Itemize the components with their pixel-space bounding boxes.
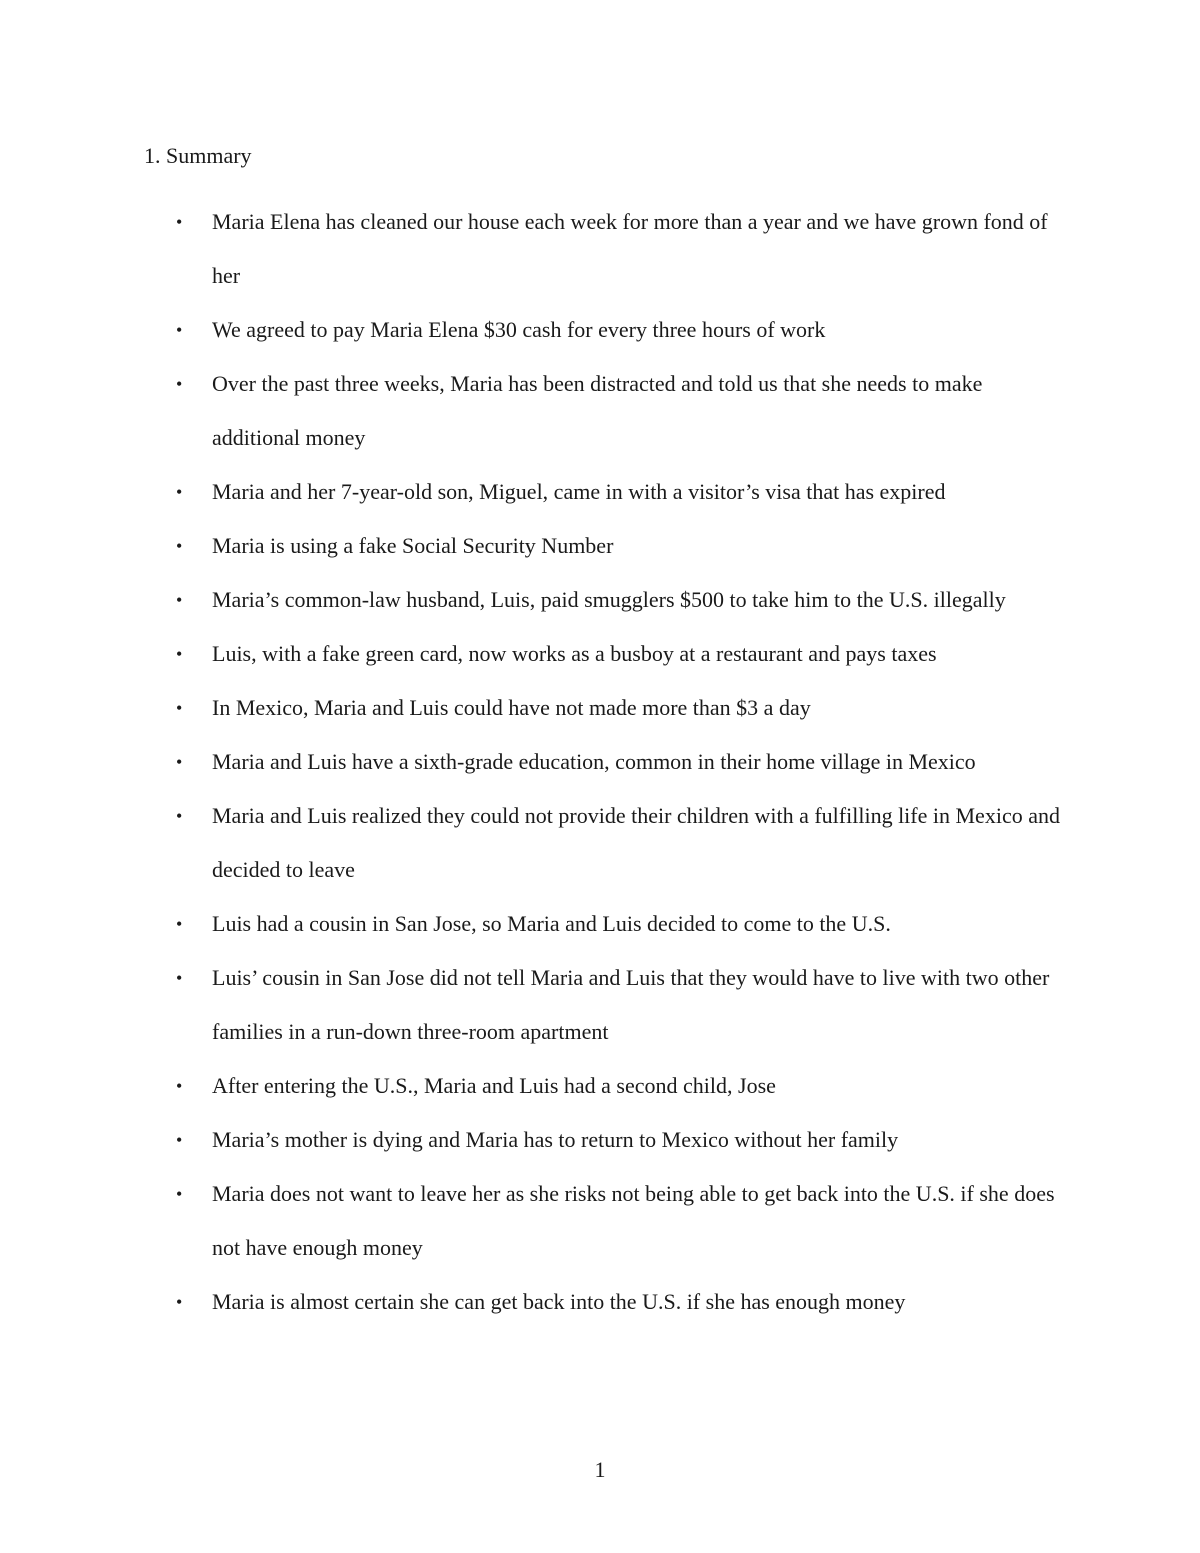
bullet-icon: • [176, 752, 183, 772]
list-item [0, 195, 1062, 303]
bullet-icon: • [176, 968, 183, 988]
bullet-icon: • [176, 914, 183, 934]
list-item-text: Maria and Luis have a sixth-grade education, common in their home village in Mexico [212, 749, 976, 774]
bullet-icon: • [176, 536, 183, 556]
list-item [0, 789, 1062, 897]
list-item [0, 1275, 1062, 1329]
list-item-text: In Mexico, Maria and Luis could have not made more than $3 a day [212, 695, 811, 720]
bullet-icon: • [176, 320, 183, 340]
list-item-text: Maria and her 7-year-old son, Miguel, came in with a visitor’s visa that has expired [212, 479, 946, 504]
bullet-icon: • [176, 806, 183, 826]
list-item [0, 1113, 1062, 1167]
bullet-icon: • [176, 212, 183, 232]
list-item-text: Luis had a cousin in San Jose, so Maria and Luis decided to come to the U.S. [212, 911, 891, 936]
list-item-text: After entering the U.S., Maria and Luis had a second child, Jose [212, 1073, 776, 1098]
section-heading: 1. Summary [144, 143, 252, 168]
page-number: 1 [594, 1457, 606, 1482]
list-item [0, 1167, 1062, 1275]
list-item [0, 897, 1062, 951]
list-item-text: Maria and Luis realized they could not provide their children with a fulfilling life in Mexico and decided to leave [212, 803, 1060, 882]
list-item [0, 681, 1062, 735]
bullet-icon: • [176, 644, 183, 664]
bullet-icon: • [176, 1076, 183, 1096]
bullet-icon: • [176, 1130, 183, 1150]
list-item-text: Maria’s mother is dying and Maria has to return to Mexico without her family [212, 1127, 899, 1152]
list-item-text: Maria’s common-law husband, Luis, paid smugglers $500 to take him to the U.S. illegally [212, 587, 1006, 612]
list-item [0, 573, 1062, 627]
list-item-text: We agreed to pay Maria Elena $30 cash for every three hours of work [212, 317, 826, 342]
list-item-text: Maria does not want to leave her as she risks not being able to get back into the U.S. if she does not have enough money [212, 1181, 1055, 1260]
list-item-text: Maria Elena has cleaned our house each week for more than a year and we have grown fond of her [212, 209, 1048, 288]
list-item-text: Luis, with a fake green card, now works as a busboy at a restaurant and pays taxes [212, 641, 937, 666]
list-item [0, 627, 1062, 681]
list-item-text: Luis’ cousin in San Jose did not tell Maria and Luis that they would have to live with two other families in a run-down three-room apartment [212, 965, 1050, 1044]
bullet-icon: • [176, 590, 183, 610]
bullet-icon: • [176, 1184, 183, 1204]
list-item-text: Over the past three weeks, Maria has been distracted and told us that she needs to make additional money [212, 371, 983, 450]
list-item [0, 519, 1062, 573]
list-item [0, 951, 1062, 1059]
list-item [0, 357, 1062, 465]
list-item [0, 1059, 1062, 1113]
list-item [0, 465, 1062, 519]
list-item-text: Maria is using a fake Social Security Number [212, 533, 614, 558]
list-item [0, 303, 1062, 357]
bullet-icon: • [176, 698, 183, 718]
summary-bullet-list [0, 195, 1200, 1329]
list-item-text: Maria is almost certain she can get back into the U.S. if she has enough money [212, 1289, 906, 1314]
list-item [0, 735, 1062, 789]
bullet-icon: • [176, 1292, 183, 1312]
bullet-icon: • [176, 374, 183, 394]
bullet-icon: • [176, 482, 183, 502]
